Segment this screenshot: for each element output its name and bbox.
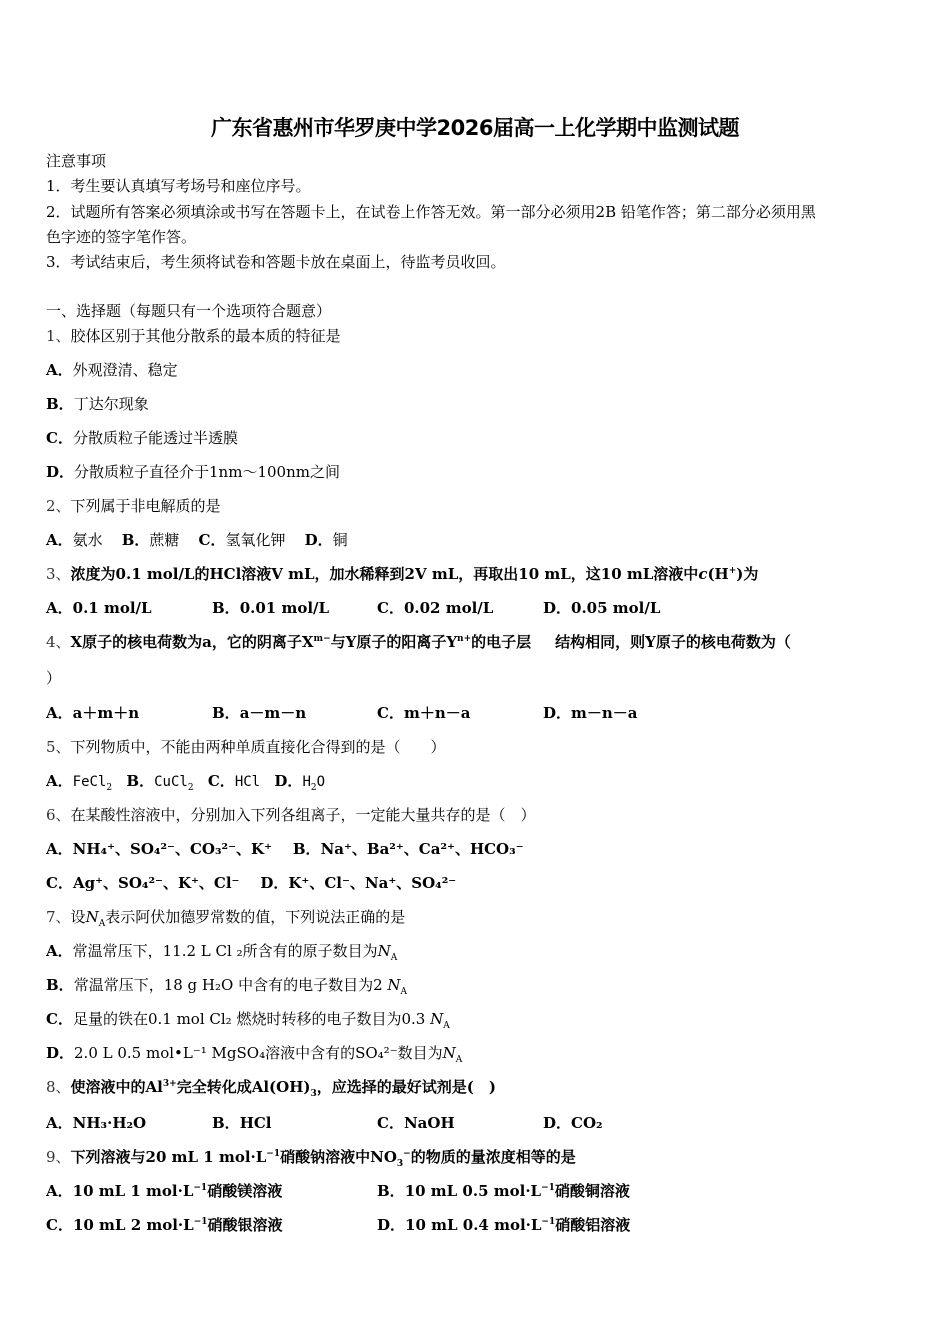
- question-number: 3、: [46, 565, 71, 583]
- question-text: )为: [736, 565, 759, 583]
- option-label: C．: [377, 599, 404, 617]
- superscript: +: [728, 566, 737, 576]
- option-label: A．: [46, 942, 73, 960]
- option-text: 常温常压下，11.2 L Cl ₂所含有的原子数目为: [72, 942, 378, 960]
- option-text: 0.02 mol/L: [403, 599, 494, 617]
- question-text: 设: [70, 908, 86, 926]
- question-text: 的电子层: [471, 633, 532, 651]
- avogadro-symbol: N: [430, 1010, 444, 1028]
- option-text: 足量的铁在0.1 mol Cl₂ 燃烧时转移的电子数目为0.3: [72, 1010, 431, 1028]
- option-text: 0.01 mol/L: [239, 599, 330, 617]
- option-label: B．: [46, 395, 74, 413]
- option-label: C．: [46, 429, 73, 447]
- question-1-option-c[interactable]: [46, 428, 238, 448]
- question-text: 下列属于非电解质的是: [70, 497, 221, 515]
- question-9-option-b[interactable]: [377, 1181, 630, 1201]
- option-label: A．: [46, 1182, 73, 1200]
- question-5-option-d[interactable]: [274, 772, 326, 793]
- question-number: 6、: [46, 806, 71, 824]
- question-text: 下列溶液与20 mL 1 mol·L: [70, 1148, 267, 1166]
- question-text: 下列物质中，不能由两种单质直接化合得到的是（ ）: [70, 738, 446, 756]
- option-text: NH₄⁺、SO₄²⁻、CO₃²⁻、K⁺: [72, 840, 272, 858]
- option-text: HCl: [239, 1114, 272, 1132]
- question-text: 结构相同，则Y原子的核电荷数为（: [555, 633, 791, 651]
- question-7-stem: [46, 907, 405, 927]
- question-6-option-b[interactable]: [293, 840, 524, 858]
- question-3-option-a[interactable]: [46, 598, 152, 618]
- option-label: D．: [543, 599, 572, 617]
- superscript: −1: [266, 1149, 281, 1159]
- avogadro-symbol: N: [442, 1044, 456, 1062]
- option-text: CuCl: [154, 774, 188, 790]
- option-text: Na⁺、Ba²⁺、Ca²⁺、HCO₃⁻: [320, 840, 524, 858]
- question-1-option-a[interactable]: [46, 360, 178, 380]
- question-9-stem: [46, 1147, 576, 1167]
- option-text: 10 mL 0.5 mol·L: [404, 1182, 542, 1200]
- question-9-option-d[interactable]: [377, 1215, 630, 1235]
- question-3-option-b[interactable]: [212, 598, 329, 618]
- question-6-stem: [46, 805, 536, 825]
- question-7-option-a[interactable]: [46, 941, 397, 961]
- option-text: 氨水: [72, 531, 103, 549]
- option-label: A．: [46, 1114, 73, 1132]
- option-label: C．: [198, 531, 226, 549]
- superscript: −1: [541, 1183, 555, 1193]
- subscript: 2: [106, 783, 113, 793]
- option-label: D．: [260, 874, 289, 892]
- question-text: 胶体区别于其他分散系的最本质的特征是: [70, 327, 341, 345]
- option-label: B．: [126, 772, 155, 790]
- superscript: 3+: [162, 1079, 177, 1089]
- option-label: A．: [46, 531, 73, 549]
- option-label: C．: [377, 704, 404, 722]
- option-text: 外观澄清、稳定: [72, 361, 178, 379]
- question-8-option-d[interactable]: [543, 1113, 603, 1133]
- question-5-option-c[interactable]: [208, 772, 260, 790]
- subscript: 3: [310, 1089, 317, 1099]
- question-4-option-b[interactable]: [212, 703, 306, 723]
- question-text: 在某酸性溶液中，分别加入下列各组离子，一定能大量共存的是（ ）: [70, 806, 536, 824]
- question-text: 浓度为0.1 mol/L的HCl溶液V mL，加水稀释到2V mL，再取出10 mL，这10 mL溶液中: [70, 565, 699, 583]
- superscript: −: [403, 1149, 411, 1159]
- option-text: 0.1 mol/L: [72, 599, 152, 617]
- option-label: D．: [46, 1044, 75, 1062]
- question-number: 5、: [46, 738, 71, 756]
- option-text: 10 mL 1 mol·L: [72, 1182, 194, 1200]
- option-label: B．: [377, 1182, 405, 1200]
- question-3-option-c[interactable]: [377, 598, 493, 618]
- option-text: 分散质粒子直径介于1nm～100nm之间: [74, 463, 340, 481]
- option-text: NaOH: [403, 1114, 455, 1132]
- superscript: −1: [193, 1217, 208, 1227]
- question-4-option-a[interactable]: [46, 703, 139, 723]
- option-label: A．: [46, 599, 73, 617]
- option-text: Ag⁺、SO₄²⁻、K⁺、Cl⁻: [72, 874, 240, 892]
- question-text: 与Y原子的阳离子Y: [330, 633, 458, 651]
- option-text: 铜: [332, 531, 348, 549]
- notice-item: 2．试题所有答案必须填涂或书写在答题卡上，在试卷上作答无效。第一部分必须用2B 铅笔作答；第二部分必须用黑: [46, 203, 816, 221]
- option-label: C．: [46, 1010, 73, 1028]
- option-label: A．: [46, 840, 73, 858]
- question-9-option-c[interactable]: [46, 1215, 283, 1235]
- question-7-option-d[interactable]: [46, 1043, 462, 1063]
- superscript: n+: [457, 634, 472, 644]
- superscript: −1: [193, 1183, 208, 1193]
- option-text: 硝酸铝溶液: [555, 1216, 631, 1234]
- question-5-option-b[interactable]: [126, 772, 194, 793]
- option-label: D．: [46, 463, 75, 481]
- question-number: 9、: [46, 1148, 71, 1166]
- question-4-stem-close: ）: [46, 669, 62, 687]
- question-4-stem: [46, 632, 791, 652]
- option-label: D．: [274, 772, 303, 790]
- option-text: 10 mL 0.4 mol·L: [405, 1216, 542, 1234]
- question-text: 完全转化成Al(OH): [176, 1078, 311, 1096]
- question-number: 1、: [46, 327, 71, 345]
- avogadro-symbol: N: [387, 976, 401, 994]
- option-text: 2.0 L 0.5 mol•L⁻¹ MgSO₄溶液中含有的SO₄²⁻数目为: [74, 1044, 443, 1062]
- subscript: 3: [396, 1159, 404, 1169]
- option-label: B．: [46, 976, 74, 994]
- option-label: A．: [46, 772, 73, 790]
- notice-item: 色字迹的签字笔作答。: [46, 228, 197, 246]
- notice-item: 3．考试结束后，考生须将试卷和答题卡放在桌面上，待监考员收回。: [46, 253, 506, 271]
- option-label: A．: [46, 361, 73, 379]
- question-3-stem: [46, 564, 758, 584]
- question-text: X原子的核电荷数为a，它的阴离子X: [70, 633, 314, 651]
- option-text: m－n－a: [571, 704, 638, 722]
- option-text: 10 mL 2 mol·L: [72, 1216, 194, 1234]
- option-label: A．: [46, 704, 73, 722]
- question-2-options: [46, 530, 348, 550]
- option-label: B．: [121, 531, 150, 549]
- option-label: D．: [543, 704, 572, 722]
- option-text: CO₂: [571, 1114, 603, 1132]
- option-text: NH₃·H₂O: [72, 1114, 147, 1132]
- option-text: FeCl: [72, 774, 107, 790]
- notice-heading: 注意事项: [46, 152, 107, 170]
- question-8-option-a[interactable]: [46, 1113, 146, 1133]
- question-text: 表示阿伏加德罗常数的值，下列说法正确的是: [105, 908, 406, 926]
- question-2-stem: [46, 496, 221, 516]
- option-text: 硝酸铜溶液: [554, 1182, 630, 1200]
- question-text: ，应选择的最好试剂是( ): [316, 1078, 496, 1096]
- question-8-stem: [46, 1077, 496, 1097]
- option-text: O: [316, 774, 326, 790]
- question-8-option-c[interactable]: [377, 1113, 455, 1133]
- question-6-options-row2: [46, 873, 456, 893]
- subscript: 2: [187, 783, 194, 793]
- superscript: m−: [313, 634, 331, 644]
- option-label: D．: [543, 1114, 572, 1132]
- option-text: a＋m＋n: [72, 704, 140, 722]
- subscript: A: [455, 1055, 463, 1065]
- question-number: 8、: [46, 1078, 71, 1096]
- option-label: D．: [304, 531, 333, 549]
- question-number: 7、: [46, 908, 71, 926]
- option-label: B．: [292, 840, 321, 858]
- question-8-option-b[interactable]: [212, 1113, 272, 1133]
- question-5-option-a[interactable]: [46, 772, 113, 793]
- question-9-option-a[interactable]: [46, 1181, 282, 1201]
- question-4-option-d[interactable]: [543, 703, 638, 723]
- question-1-option-b[interactable]: [46, 394, 149, 414]
- option-label: C．: [377, 1114, 404, 1132]
- question-6-options-row1: [46, 839, 524, 859]
- option-text: 常温常压下，18 g H₂O 中含有的电子数目为2: [73, 976, 388, 994]
- question-4-option-c[interactable]: [377, 703, 470, 723]
- question-2-option-a[interactable]: [46, 531, 103, 549]
- question-1-stem: [46, 326, 341, 346]
- question-text: 的物质的量浓度相等的是: [410, 1148, 576, 1166]
- question-text: 使溶液中的Al: [70, 1078, 163, 1096]
- question-6-option-c[interactable]: [46, 874, 239, 892]
- superscript: −1: [541, 1217, 556, 1227]
- question-text: c: [698, 565, 708, 583]
- question-6-option-d[interactable]: [260, 874, 456, 892]
- question-3-option-d[interactable]: [543, 598, 660, 618]
- subscript: A: [400, 987, 408, 997]
- question-6-option-a[interactable]: [46, 840, 272, 858]
- question-text: (H: [707, 565, 729, 583]
- option-text: 硝酸镁溶液: [207, 1182, 283, 1200]
- option-text: HCl: [234, 774, 261, 790]
- option-label: B．: [212, 1114, 240, 1132]
- question-number: 2、: [46, 497, 71, 515]
- option-text: 分散质粒子能透过半透膜: [72, 429, 238, 447]
- option-text: 蔗糖: [149, 531, 180, 549]
- avogadro-symbol: N: [85, 908, 99, 926]
- question-7-option-b[interactable]: [46, 975, 407, 995]
- subscript: 2: [310, 783, 317, 793]
- subscript: A: [390, 953, 398, 963]
- option-text: K⁺、Cl⁻、Na⁺、SO₄²⁻: [288, 874, 457, 892]
- question-2-option-d[interactable]: [305, 531, 348, 549]
- question-1-option-d[interactable]: [46, 462, 340, 482]
- avogadro-symbol: N: [377, 942, 391, 960]
- subscript: A: [98, 919, 106, 929]
- question-5-stem: [46, 737, 446, 757]
- question-2-option-c[interactable]: [199, 531, 286, 549]
- option-text: a－m－n: [239, 704, 307, 722]
- option-text: 0.05 mol/L: [571, 599, 661, 617]
- option-text: m＋n－a: [403, 704, 471, 722]
- option-text: H: [302, 774, 311, 790]
- option-label: D．: [377, 1216, 406, 1234]
- question-5-options: [46, 771, 325, 792]
- option-text: 氢氧化钾: [225, 531, 286, 549]
- subscript: A: [443, 1021, 450, 1031]
- option-text: 硝酸银溶液: [207, 1216, 283, 1234]
- section-heading: 一、选择题（每题只有一个选项符合题意）: [46, 302, 332, 320]
- option-label: C．: [46, 874, 73, 892]
- page-title: 广东省惠州市华罗庚中学2026届高一上化学期中监测试题: [211, 116, 739, 140]
- option-label: B．: [212, 704, 240, 722]
- option-text: 丁达尔现象: [73, 395, 149, 413]
- question-7-option-c[interactable]: [46, 1009, 450, 1029]
- question-2-option-b[interactable]: [122, 531, 180, 549]
- option-label: C．: [46, 1216, 73, 1234]
- option-label: B．: [212, 599, 240, 617]
- notice-item: 1．考生要认真填写考场号和座位序号。: [46, 177, 311, 195]
- question-number: 4、: [46, 633, 71, 651]
- question-text: 硝酸钠溶液中NO: [280, 1148, 397, 1166]
- option-label: C．: [207, 772, 235, 790]
